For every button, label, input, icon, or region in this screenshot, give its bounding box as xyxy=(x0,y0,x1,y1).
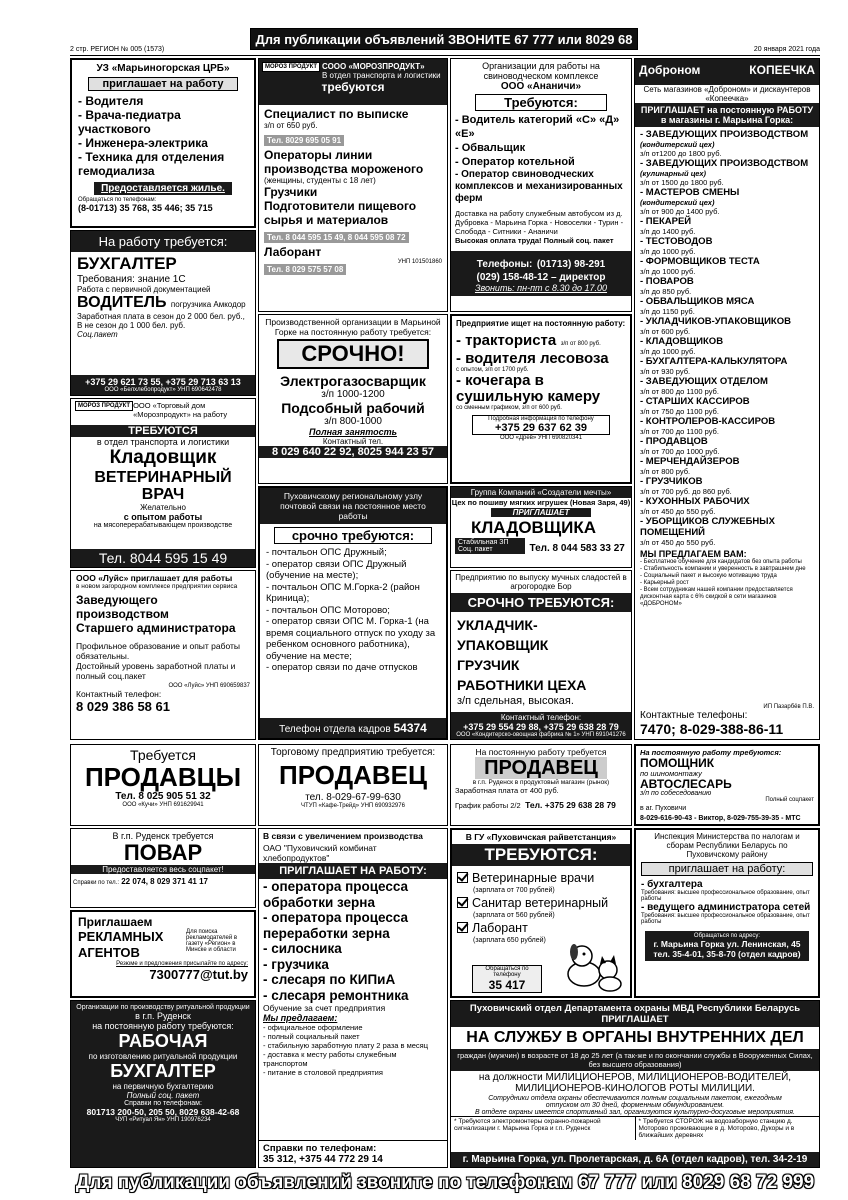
prodavets-unp: ЧТУП «Кафе-Трейд» УНП 690932976 xyxy=(301,803,405,809)
buh-req: Требования: знание 1С xyxy=(77,274,186,285)
luis-req: Профильное образование и опыт работы обязательны. xyxy=(76,641,241,661)
ananichi-phones-label: Телефоны: xyxy=(476,259,533,270)
morozprodukt-tel: Тел. 8029 695 05 91 xyxy=(264,135,344,146)
dobronom-pay: з/п от1200 до 1800 руб. xyxy=(640,149,722,158)
dobronom-position: - СТАРШИХ КАССИРОВ xyxy=(640,396,750,407)
morozprodukt-pos: Лаборант xyxy=(264,245,322,259)
shina-soc: Полный соцпакет xyxy=(765,797,814,803)
kladovshik-pos: КЛАДОВЩИКА xyxy=(471,518,597,537)
ananichi-item: - Оператор котельной xyxy=(455,156,575,168)
checkmark-icon xyxy=(457,897,468,908)
ritual-sub: на первичную бухгалтерию xyxy=(112,1082,214,1091)
tractor-unp: ООО «Древ» УНП 690820341 xyxy=(499,435,583,441)
shina-place: в аг. Пуховичи xyxy=(640,805,687,812)
vet-item xyxy=(457,894,625,919)
vet-pay: (зарплата 650 рублей) xyxy=(473,937,546,944)
ad-luis xyxy=(70,570,256,740)
ad-tractor xyxy=(450,314,632,484)
ananichi-req: Требуются: xyxy=(475,94,607,111)
tractor-intro: Предприятие ищет на постоянную работу: xyxy=(456,319,626,328)
dobronom-subdept: (кондитерский цех) xyxy=(640,140,715,149)
povar-soc: Предоставляется весь соцпакет! xyxy=(71,865,255,874)
mvd-pos: на должности МИЛИЦИОНЕРОВ, МИЛИЦИОНЕРОВ-ВОДИТЕЛЕЙ, МИЛИЦИОНЕРОВ-КИНОЛОГОВ РОТЫ МИЛИЦИИ. xyxy=(478,1072,792,1094)
khleb-offers xyxy=(259,1023,447,1077)
dobronom-position: - КЛАДОВЩИКОВ xyxy=(640,336,724,347)
morozprodukt-pos: Операторы линии производства мороженого xyxy=(264,148,424,176)
tractor-info: Подробная информация по телефону xyxy=(488,416,594,422)
dobronom-position: - ПОВАРОВ xyxy=(640,276,694,287)
morozprodukt-unp: УНП 101501860 xyxy=(397,259,442,265)
bor-pos: УКЛАДЧИК-УПАКОВЩИК xyxy=(457,617,549,653)
ad-nalog xyxy=(634,828,820,998)
dobronom-position: - КОНТРОЛЕРОВ-КАССИРОВ xyxy=(640,416,776,427)
khleb-phones-label: Справки по телефонам: xyxy=(263,1143,377,1154)
khleb-offer: - полный социальный пакет xyxy=(263,1032,360,1041)
ritual-sub: по изготовлению ритуальной продукции xyxy=(88,1052,238,1061)
top-banner: Для публикации объявлений ЗВОНИТЕ 67 777 или 8029 68 xyxy=(250,28,638,50)
khleb-invite: ПРИГЛАШАЕТ НА РАБОТУ: xyxy=(259,863,447,879)
ananichi-item: - Обвальщик xyxy=(455,142,526,154)
mvd-addr: г. Марьина Горка, ул. Пролетарская, д. 6А (отдел кадров), тел. 34-2-19 xyxy=(451,1152,819,1167)
luis-sub: в новом загородном комплексе предприятии сервиса xyxy=(76,583,238,590)
region-side: Для поиска рекламодателей в газету «Регион» в Минске и области xyxy=(186,929,238,953)
electro-phones: 8 029 640 22 92, 8025 944 23 57 xyxy=(259,446,447,458)
ritual-pos: РАБОЧАЯ xyxy=(118,1031,208,1051)
tractor-pos: - тракториста xyxy=(456,332,557,349)
electro-pay: з/п 1000-1200 xyxy=(321,389,385,400)
kladovshik-stable: Стабильная ЗП Соц. пакет xyxy=(455,538,525,554)
dobronom-position: - МАСТЕРОВ СМЕНЫ xyxy=(640,187,740,198)
buh-title: На работу требуется: xyxy=(71,231,255,252)
ad-crb xyxy=(70,58,256,228)
moroz-td-pos: Кладовщик xyxy=(109,447,217,468)
ritual-pos: БУХГАЛТЕР xyxy=(110,1061,216,1081)
povar-pos: ПОВАР xyxy=(123,840,203,865)
dobronom-pay: з/п до 850 руб. xyxy=(640,287,692,296)
morozprodukt-company: СООО «МОРОЗПРОДУКТ» xyxy=(322,62,425,71)
bor-urgent: СРОЧНО ТРЕБУЮТСЯ: xyxy=(451,593,631,612)
prodavets2-phone: Тел. +375 29 638 28 79 xyxy=(525,800,616,810)
mvd-cond: граждан (мужчин) в возрасте от 18 до 25 лет (а так-же и по окончании службы в Вооруженных Силах, без высшего образования) xyxy=(451,1049,819,1071)
prodavets2-where: в г.п. Руденск в продуктовый магазин (рынок) xyxy=(472,779,610,786)
pochta-item: - оператор связи ОПС Дружный (обучение на месте); xyxy=(266,558,407,581)
kopeechka-logo: КОПЕЕЧКА xyxy=(749,63,815,77)
morozprodukt-pos: Специалист по выписке xyxy=(264,107,409,121)
buh-unp: ООО «Белхлебопродукт» УНП 690642478 xyxy=(104,387,222,393)
crb-title: УЗ «Марьиногорская ЦРБ» xyxy=(96,63,230,74)
ananichi-item: - Оператор свиноводческих комплексов и механизированных ферм xyxy=(455,169,623,204)
vet-pay: (зарплата от 700 рублей) xyxy=(473,887,555,894)
vet-pay: (зарплата от 560 рублей) xyxy=(473,912,555,919)
mvd-main: НА СЛУЖБУ В ОРГАНЫ ВНУТРЕННИХ ДЕЛ xyxy=(466,1029,804,1046)
crb-phone-label: Обращаться по телефонам: xyxy=(78,197,157,203)
tractor-pos: - кочегара в сушильную камеру xyxy=(456,372,601,405)
shina-pos-sub: з/п по собеседованию xyxy=(640,790,712,797)
khleb-item: - слесаря ремонтника xyxy=(263,987,409,1003)
ananichi-phone: (029) 158-48-12 – директор xyxy=(476,272,606,283)
moroz-td-logo: МОРОЗ ПРОДУКТ xyxy=(75,401,133,411)
ad-prodavets xyxy=(258,744,448,826)
page-date: 20 января 2021 года xyxy=(753,46,820,53)
povar-phones: 22 074, 8 029 371 41 17 xyxy=(121,877,208,886)
luis-phone-label: Контактный телефон: xyxy=(76,689,162,699)
pochta-list xyxy=(260,547,446,674)
electro-pos: Подсобный рабочий xyxy=(281,400,425,416)
ad-vet xyxy=(450,828,632,998)
morozprodukt-tel: Тел. 8 029 575 57 08 xyxy=(264,264,346,275)
khleb-offer: - стабильную заработную плату 2 раза в месяц xyxy=(263,1041,429,1050)
crb-housing: Предоставляется жилье. xyxy=(94,182,232,195)
luis-req: Достойный уровень заработной платы и полный соц.пакет xyxy=(76,661,236,681)
ad-buh xyxy=(70,230,256,396)
crb-item: - Врача-педиатра участкового xyxy=(78,108,181,136)
tractor-phone: +375 29 637 62 39 xyxy=(494,422,588,434)
ad-region xyxy=(70,910,256,998)
dobronom-unp: ИП Пазарбёв П.В. xyxy=(763,704,814,710)
moroz-td-req: ТРЕБУЮТСЯ xyxy=(71,425,255,437)
electro-week: Полная занятость xyxy=(309,427,397,437)
pochta-intro: Пуховичскому региональному узлу почтовой связи на постоянное место работы xyxy=(260,488,446,524)
crb-item: - Техника для отделения гемодиализа xyxy=(78,150,225,178)
dobronom-pay: з/п от 600 руб. xyxy=(640,327,691,336)
ad-ananichi xyxy=(450,58,632,312)
buh-phones: +375 29 621 73 55, +375 29 713 63 13 xyxy=(85,377,241,387)
ananichi-company: ООО «Ананичи» xyxy=(500,81,582,92)
pochta-item: - оператор связи ОПС М. Горка-1 (на время социального отпуск по уходу за ребенком основного работника), обучение на месте; xyxy=(266,616,436,662)
ritual-phone-label: Справки по телефонам: xyxy=(124,1100,202,1107)
dobronom-pay: з/п до 1400 руб. xyxy=(640,227,696,236)
prodavets-pos: ПРОДАВЕЦ xyxy=(279,760,427,790)
ritual-place: в г.п. Руденск xyxy=(135,1011,191,1021)
moroz-td-note: на мясоперерабатывающем производстве xyxy=(93,522,233,529)
prodavets2-pay: Заработная плата от 400 руб. xyxy=(455,786,559,795)
dobronom-position: - УБОРЩИКОВ СЛУЖЕБНЫХ ПОМЕЩЕНИЙ xyxy=(640,516,775,538)
ananichi-intro: Организации для работы на свиноводческом комплексе xyxy=(482,61,600,81)
tractor-pay: с опытом, з/п от 1700 руб. xyxy=(456,367,529,373)
ad-khleb xyxy=(258,828,448,1168)
vet-pos: Лаборант xyxy=(472,921,528,935)
khleb-line: В связи с увеличением производства xyxy=(263,831,423,841)
ad-moroz-td xyxy=(70,398,256,568)
dobronom-position: - КУХОННЫХ РАБОЧИХ xyxy=(640,496,750,507)
prodavtsy-unp: ООО «Кучи» УНП 691629941 xyxy=(122,802,204,808)
buh-pos-sub: погрузчика Амкодор xyxy=(170,300,246,309)
crb-invite: приглашает на работу xyxy=(88,77,238,91)
dog-cat-illustration-icon xyxy=(562,936,626,992)
dobronom-contacts-label: Контактные телефоны: xyxy=(640,710,748,721)
ad-mvd xyxy=(450,1000,820,1168)
pochta-req: срочно требуются: xyxy=(274,527,432,544)
ad-morozprodukt xyxy=(258,58,448,312)
region-invite: Приглашаем xyxy=(78,915,153,929)
ad-prodavets2 xyxy=(450,744,632,826)
khleb-item: - оператора процесса обработки зерна xyxy=(263,879,409,910)
dobronom-pay: з/п от 700 до 1000 руб. xyxy=(640,447,720,456)
morozprodukt-pos: Подготовители пищевого сырья и материалов xyxy=(264,199,417,227)
ad-ritual xyxy=(70,1000,256,1168)
vet-phone: 35 417 xyxy=(488,978,526,992)
ad-povar xyxy=(70,828,256,908)
ananichi-phone: (01713) 98-291 xyxy=(536,259,606,270)
prodavtsy-req: Требуется xyxy=(130,747,196,763)
dobronom-pay: з/п до 1000 руб. xyxy=(640,347,696,356)
morozprodukt-tel: Тел. 8 044 595 15 49, 8 044 595 08 72 xyxy=(264,232,409,243)
dobronom-pay: з/п от 700 руб. до 860 руб. xyxy=(640,487,732,496)
pochta-phone-label: Телефон отдела кадров xyxy=(279,724,391,735)
buh-req: Работа с первичной документацией xyxy=(77,285,211,294)
ananichi-hours: Звонить: пн-пт с 8.30 до 17.00 xyxy=(474,283,608,293)
ananichi-item: - Водитель категорий «С» «Д» «Е» xyxy=(455,114,620,140)
luis-pos: Старшего администратора xyxy=(76,621,236,635)
ritual-unp: ЧУП «Ритуал Ян» УНП 190976234 xyxy=(115,1117,211,1123)
prodavets2-sched: График работы 2/2 xyxy=(455,801,521,810)
ad-dobronom xyxy=(634,58,820,740)
bor-phone-label: Контактный телефон: xyxy=(500,713,582,722)
ananichi-pay: Высокая оплата труда! Полный соц. пакет xyxy=(455,236,614,245)
dobronom-offer: - Всем сотрудникам нашей компании предоставляется дисконтная карта с 6% скидкой в сети магазинов «ДОБРОНОМ» xyxy=(640,587,793,607)
morozprodukt-dept: В отдел транспорта и логистики xyxy=(322,71,441,80)
tractor-pay: з/п от 800 руб. xyxy=(560,341,601,347)
morozprodukt-req: требуются xyxy=(321,80,385,94)
nalog-req: Требования: высшее профессиональное образование, опыт работы xyxy=(641,890,810,902)
dobronom-position: - ЗАВЕДУЮЩИХ ПРОИЗВОДСТВОМ xyxy=(640,158,809,169)
luis-pos: Заведующего производством xyxy=(76,593,169,621)
checkmark-icon xyxy=(457,872,468,883)
mvd-text: В отделе охраны имеется спортивный зал, организуются культурно-досуговые мероприятия. xyxy=(475,1109,795,1116)
bor-unp: ООО «Кондитерско-овощная фабрика № 1» УНП 691041276 xyxy=(456,732,626,738)
nalog-intro: Инспекция Министерства по налогам и сборам Республики Беларусь по Пуховичскому району xyxy=(654,832,800,859)
kladovshik-invite: ПРИГЛАШАЕТ xyxy=(491,508,591,517)
ad-electro xyxy=(258,314,448,484)
ananichi-bus: Доставка на работу служебным автобусом из д. Дубровка - Марьина Горка - Новоселки - Турин - Слобода - Ситники - Ананичи xyxy=(455,209,624,236)
dobronom-pay: з/п от 450 до 550 руб. xyxy=(640,538,716,547)
dobronom-position: - ФОРМОВЩИКОВ ТЕСТА xyxy=(640,256,760,267)
dobronom-pay: з/п до 1000 руб. xyxy=(640,267,696,276)
dobronom-position: - УКЛАДЧИКОВ-УПАКОВЩИКОВ xyxy=(640,316,791,327)
dobronom-offer-title: МЫ ПРЕДЛАГАЕМ ВАМ: xyxy=(640,549,747,559)
prodavets-intro: Торговому предприятию требуется: xyxy=(270,747,436,758)
dobronom-pay: з/п до 1150 руб. xyxy=(640,307,695,316)
pochta-phone: 54374 xyxy=(393,721,427,735)
dobronom-position: - ЗАВЕДУЮЩИХ ПРОИЗВОДСТВОМ xyxy=(640,129,809,140)
prodavets2-intro: На постоянную работу требуется xyxy=(475,747,607,757)
dobronom-subdept: (кулинарный цех) xyxy=(640,169,706,178)
dobronom-position: - ЗАВЕДУЮЩИХ ОТДЕЛОМ xyxy=(640,376,768,387)
buh-pos: БУХГАЛТЕР xyxy=(77,254,177,273)
kladovshik-shop: Цех по пошиву мягких игрушек (Новая Заря, 49) xyxy=(451,498,631,507)
khleb-item: - грузчика xyxy=(263,956,329,972)
luis-phone: 8 029 386 58 61 xyxy=(76,699,170,714)
mvd-extra: * Требуется СТОРОЖ на водозаборную станцию д. Моторово проживающие в д. Моторово, Дукоры и в ближайших деревнях xyxy=(638,1118,795,1139)
ritual-phones: 801713 200-50, 205 50, 8029 638-42-68 xyxy=(86,1107,240,1117)
khleb-offer: - официальное оформление xyxy=(263,1023,363,1032)
dobronom-pay: з/п от 450 до 550 руб. xyxy=(640,507,716,516)
pochta-item: - почтальон ОПС Дружный; xyxy=(266,547,387,558)
dobronom-pay: з/п от 1500 до 1800 руб. xyxy=(640,178,724,187)
dobronom-pay: з/п от 700 до 1100 руб. xyxy=(640,427,719,436)
nalog-pos: - ведущего администратора сетей xyxy=(641,902,811,913)
khleb-list xyxy=(259,879,447,1003)
dobronom-list xyxy=(635,127,819,549)
electro-urgent: СРОЧНО! xyxy=(277,339,429,369)
dobronom-contacts: 7470; 8-029-388-86-11 xyxy=(640,721,784,737)
page-number: 2 стр. РЕГИОН № 005 (1573) xyxy=(70,46,165,53)
morozprodukt-pos: Грузчики xyxy=(264,185,318,199)
nalog-addr: г. Марьина Горка ул. Ленинская, 45 тел. 35-4-01, 35-8-70 (отдел кадров) xyxy=(653,939,801,959)
mvd-extra: * Требуются электромонтеры охранно-пожарной сигнализации г. Марьина Горка и г.п. Руденск xyxy=(451,1117,636,1140)
dobronom-offer: - Стабильность компании и уверенность в завтрашнем дне xyxy=(640,566,806,572)
electro-phone-label: Контактный тел. xyxy=(322,437,384,446)
bottom-banner: Для публикации объявлений звоните по телефонам 67 777 или 8029 68 72 999 xyxy=(70,1170,820,1196)
morozprodukt-logo: МОРОЗ ПРОДУКТ xyxy=(262,62,320,72)
shina-pos-sub: по шиномонтажу xyxy=(640,769,702,778)
vet-pos: Ветеринарные врачи xyxy=(472,871,595,885)
khleb-offer: - питание в столовой предприятия xyxy=(263,1068,383,1077)
dobronom-position: - БУХГАЛТЕРА-КАЛЬКУЛЯТОРА xyxy=(640,356,788,367)
dobronom-position: - ОБВАЛЬЩИКОВ МЯСА xyxy=(640,296,755,307)
electro-pos: Электрогазосварщик xyxy=(280,373,426,389)
region-email: 7300777@tut.by xyxy=(149,967,248,982)
nalog-pos: - бухгалтера xyxy=(641,879,703,890)
ad-bor xyxy=(450,570,632,740)
dobronom-position: - ТЕСТОВОДОВ xyxy=(640,236,713,247)
morozprodukt-pay: з/п от 650 руб. xyxy=(264,121,318,130)
dobronom-position: - ПРОДАВЦОВ xyxy=(640,436,708,447)
dobronom-logo: Доброном xyxy=(639,63,701,77)
moroz-td-phone: Тел. 8044 595 15 49 xyxy=(71,549,255,567)
buh-pos: ВОДИТЕЛЬ xyxy=(77,294,167,311)
mvd-title: Пуховичский отдел Департамента охраны МВД Республики Беларусь xyxy=(469,1003,801,1014)
dobronom-pay: з/п от 900 до 1400 руб. xyxy=(640,207,720,216)
crb-item: - Инженера-электрика xyxy=(78,136,208,150)
dobronom-pay: з/п от 930 руб. xyxy=(640,367,691,376)
dobronom-offer: - Бесплатное обучение для кандидатов без опыта работы xyxy=(640,559,802,565)
tractor-pay: со сменным графиком, з/п от 600 руб. xyxy=(456,405,562,411)
shina-pos: АВТОСЛЕСАРЬ xyxy=(640,777,732,791)
bor-pos: РАБОТНИКИ ЦЕХА xyxy=(457,677,587,693)
khleb-offer-title: Мы предлагаем: xyxy=(263,1013,338,1023)
vet-pos: Санитар ветеринарный xyxy=(472,896,609,910)
nalog-invite: приглашает на работу: xyxy=(641,862,813,876)
prodavtsy-pos: ПРОДАВЦЫ xyxy=(84,762,242,792)
region-send: Резюме и предложения присылайте по адресу: xyxy=(116,961,248,967)
khleb-item: - силосника xyxy=(263,941,342,956)
buh-soc: Соц.пакет xyxy=(77,330,118,339)
bor-phones: +375 29 554 29 88, +375 29 638 28 79 xyxy=(463,722,619,732)
morozprodukt-note: (женщины, студенты с 18 лет) xyxy=(264,176,376,185)
povar-intro: В г.п. Руденск требуется xyxy=(112,831,214,841)
dobronom-net: Сеть магазинов «Доброном» и дискаунтеров «Копеечка» xyxy=(643,85,811,103)
dobronom-pay: з/п от 800 руб. xyxy=(640,467,691,476)
bor-intro: Предприятию по выпуску мучных сладостей в агрогородке Бор xyxy=(455,573,627,591)
vet-phone-label: Обращаться по телефону xyxy=(485,966,529,978)
dobronom-offer: - Социальный пакет и высокую мотивацию труда xyxy=(640,573,777,579)
dobronom-pay: з/п до 1000 руб. xyxy=(640,247,696,256)
ritual-req: на постоянную работу требуются: xyxy=(92,1021,234,1031)
moroz-td-dept: в отдел транспорта и логистики xyxy=(96,437,230,447)
region-pos: РЕКЛАМНЫХ АГЕНТОВ xyxy=(78,929,164,960)
ad-prodavtsy xyxy=(70,744,256,826)
ad-kladovshik xyxy=(450,486,632,568)
buh-pay: Заработная плата в сезон до 2 000 бел. руб., В не сезон до 1 000 бел. руб. xyxy=(77,312,245,330)
vet-item xyxy=(457,869,625,894)
ritual-soc: Полный соц. пакет xyxy=(126,1091,200,1100)
vet-list xyxy=(452,866,630,947)
pochta-item: - почтальон ОПС Моторово; xyxy=(266,604,390,616)
dobronom-position: - ГРУЗЧИКОВ xyxy=(640,476,703,487)
dobronom-position: - МЕРЧЕНДАЙЗЕРОВ xyxy=(640,456,740,467)
pochta-item: - почтальон ОПС М.Горка-2 (район Криница); xyxy=(266,581,420,604)
khleb-company: ОАО "Пуховичский комбинат хлебопродуктов" xyxy=(263,843,377,863)
dobronom-invite: ПРИГЛАШАЕТ на постоянную РАБОТУ в магазины г. Марьина Горка: xyxy=(635,103,819,127)
checkmark-icon xyxy=(457,922,468,933)
nalog-addr-label: Обращаться по адресу: xyxy=(693,933,761,939)
bor-pos: ГРУЗЧИК xyxy=(457,657,520,673)
kladovshik-phone: Тел. 8 044 583 33 27 xyxy=(529,543,625,554)
prodavets2-pos: ПРОДАВЕЦ xyxy=(475,757,607,779)
pochta-item: - оператор связи по даче отпусков xyxy=(266,662,418,673)
electro-intro: Производственной организации в Марьиной Горке на постоянную работу требуется: xyxy=(265,317,441,337)
tractor-pos: - водителя лесовоза xyxy=(456,350,609,367)
dobronom-position: - ПЕКАРЕЙ xyxy=(640,216,692,227)
nalog-req: Требования: высшее профессиональное образование, опыт работы xyxy=(641,913,810,925)
vet-req: ТРЕБУЮТСЯ: xyxy=(452,844,630,866)
vet-intro: В ГУ «Пуховичская райветстанция» xyxy=(465,832,617,842)
shina-req: На постоянную работу требуются: xyxy=(640,748,782,757)
dobronom-subdept: (кондитерский цех) xyxy=(640,198,715,207)
khleb-offer: - доставка к месту работы служебным транспортом xyxy=(263,1050,397,1068)
mvd-invite: ПРИГЛАШАЕТ xyxy=(601,1014,669,1025)
kladovshik-group: Группа Компаний «Создатели мечты» xyxy=(451,487,631,498)
khleb-training: Обучение за счет предприятия xyxy=(263,1003,386,1013)
electro-pay: з/п 800-1000 xyxy=(324,416,382,427)
bor-pay: з/п сдельная, высокая. xyxy=(457,695,574,707)
moroz-td-company: ООО «Торговый дом «Морозпродукт» на работу xyxy=(133,401,228,419)
ritual-intro: Организации по производству ритуальной продукции xyxy=(76,1004,250,1011)
prodavets-phone: тел. 8-029-67-99-630 xyxy=(305,792,401,803)
mvd-text: Сотрудники отдела охраны обеспечиваются полным социальным пакетом, ежегодным отпуском от 30 дней, форменным обмундированием. xyxy=(488,1095,782,1109)
dobronom-pay: з/п от 800 до 1100 руб. xyxy=(640,387,719,396)
ad-shina xyxy=(634,744,820,826)
crb-item: - Водителя xyxy=(78,94,144,108)
crb-phones: (8-01713) 35 768, 35 446; 35 715 xyxy=(78,203,213,213)
dobronom-offers xyxy=(640,559,814,608)
moroz-td-note: с опытом работы xyxy=(123,512,203,522)
luis-title: ООО «Луйс» приглашает для работы xyxy=(76,573,233,583)
prodavtsy-phone: Тел. 8 025 905 51 32 xyxy=(115,791,211,802)
ad-pochta xyxy=(258,486,448,740)
header-rule xyxy=(70,55,820,56)
khleb-phones: 35 312, +375 44 772 29 14 xyxy=(263,1154,383,1165)
luis-unp: ООО «Луйс» УНП 690659837 xyxy=(168,683,250,689)
khleb-item: - оператора процесса переработки зерна xyxy=(263,910,409,941)
moroz-td-note: Желательно xyxy=(140,503,186,512)
povar-phone-label: Справки по тел.: xyxy=(73,880,119,886)
khleb-item: - слесаря по КИПиА xyxy=(263,972,396,987)
moroz-td-pos: ВЕТЕРИНАРНЫЙ ВРАЧ xyxy=(94,469,232,503)
shina-pos: ПОМОЩНИК xyxy=(640,756,715,770)
dobronom-pay: з/п от 750 до 1100 руб. xyxy=(640,407,719,416)
shina-phones: 8-029-616-90-43 - Виктор, 8-029-755-39-35 - МТС xyxy=(640,815,801,822)
dobronom-offer: - Карьерный рост xyxy=(640,580,689,586)
